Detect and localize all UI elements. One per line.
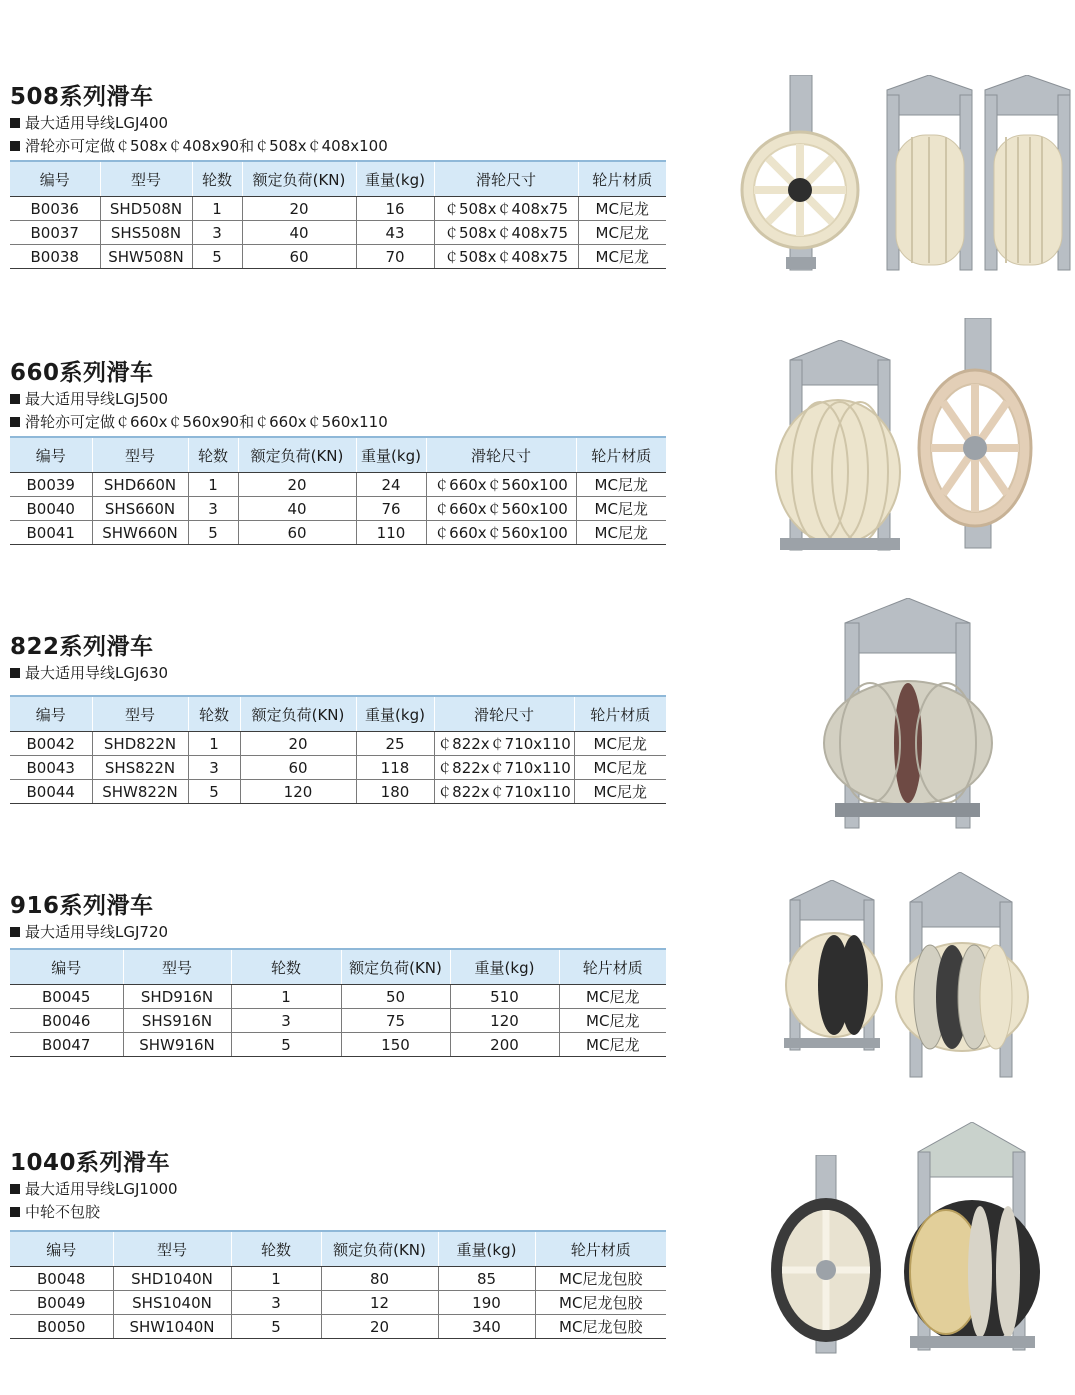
- spec-table: [10, 1230, 666, 1339]
- column-header: 重量(kg): [450, 949, 559, 985]
- table-cell: ￠508x￠408x75: [434, 197, 578, 221]
- table-row: [10, 245, 666, 269]
- column-header: 轮数: [192, 161, 242, 197]
- spec-table: [10, 948, 666, 1057]
- table-cell: B0041: [10, 521, 92, 545]
- note: 最大适用导线LGJ500: [10, 388, 666, 411]
- table-cell: 1: [188, 473, 238, 497]
- table-cell: MC尼龙: [576, 521, 666, 545]
- section-title: 508系列滑车: [10, 84, 154, 110]
- note: 滑轮亦可定做￠660x￠560x90和￠660x￠560x110: [10, 411, 666, 434]
- table-cell: 5: [231, 1315, 321, 1339]
- column-header: 编号: [10, 949, 123, 985]
- bullet-square-icon: [10, 1207, 20, 1217]
- table-cell: MC尼龙: [559, 985, 666, 1009]
- column-header: 滑轮尺寸: [434, 161, 578, 197]
- table-header-row: [10, 161, 666, 197]
- spec-table: [10, 160, 666, 269]
- table-row: [10, 221, 666, 245]
- column-header: 轮数: [231, 949, 341, 985]
- table-row: [10, 1315, 666, 1339]
- table-cell: MC尼龙: [559, 1009, 666, 1033]
- table-row: [10, 780, 666, 804]
- column-header: 重量(kg): [356, 437, 426, 473]
- table-cell: B0049: [10, 1291, 113, 1315]
- column-header: 额定负荷(KN): [238, 437, 356, 473]
- table-cell: B0047: [10, 1033, 123, 1057]
- column-header: 滑轮尺寸: [434, 696, 574, 732]
- table-cell: 180: [356, 780, 434, 804]
- bullet-square-icon: [10, 118, 20, 128]
- note: 中轮不包胶: [10, 1201, 666, 1224]
- table-cell: MC尼龙: [576, 497, 666, 521]
- table-row: [10, 497, 666, 521]
- table-cell: 340: [438, 1315, 535, 1339]
- table-cell: MC尼龙: [574, 732, 666, 756]
- pulley-508-five-image: [980, 75, 1075, 275]
- section-title: 1040系列滑车: [10, 1150, 171, 1176]
- note: 最大适用导线LGJ630: [10, 662, 666, 685]
- table-cell: 118: [356, 756, 434, 780]
- column-header: 编号: [10, 161, 100, 197]
- column-header: 重量(kg): [356, 696, 434, 732]
- table-row: [10, 1291, 666, 1315]
- table-cell: SHS916N: [123, 1009, 231, 1033]
- table-cell: 16: [356, 197, 434, 221]
- section-916: [10, 891, 666, 1057]
- table-cell: 12: [321, 1291, 438, 1315]
- table-cell: 110: [356, 521, 426, 545]
- table-header-row: [10, 696, 666, 732]
- table-cell: 150: [341, 1033, 450, 1057]
- table-header-row: [10, 949, 666, 985]
- table-cell: 1: [231, 985, 341, 1009]
- table-cell: 60: [238, 521, 356, 545]
- table-cell: 70: [356, 245, 434, 269]
- column-header: 重量(kg): [356, 161, 434, 197]
- table-cell: ￠660x￠560x100: [426, 497, 576, 521]
- table-cell: 3: [188, 756, 240, 780]
- spec-table: [10, 695, 666, 804]
- table-cell: ￠660x￠560x100: [426, 473, 576, 497]
- pulley-1040-multi-image: [900, 1122, 1048, 1354]
- table-cell: SHS1040N: [113, 1291, 231, 1315]
- table-cell: 1: [188, 732, 240, 756]
- pulley-822-multi-image: [820, 598, 995, 833]
- column-header: 额定负荷(KN): [242, 161, 356, 197]
- bullet-square-icon: [10, 927, 20, 937]
- table-cell: 5: [231, 1033, 341, 1057]
- table-cell: B0042: [10, 732, 92, 756]
- section-title: 916系列滑车: [10, 893, 154, 919]
- table-cell: B0044: [10, 780, 92, 804]
- pulley-508-single-image: [738, 75, 868, 275]
- table-cell: 60: [240, 756, 356, 780]
- column-header: 轮片材质: [576, 437, 666, 473]
- table-row: [10, 1267, 666, 1291]
- column-header: 编号: [10, 696, 92, 732]
- table-cell: MC尼龙包胶: [535, 1291, 666, 1315]
- table-cell: 25: [356, 732, 434, 756]
- table-cell: MC尼龙包胶: [535, 1267, 666, 1291]
- section-title: 660系列滑车: [10, 360, 154, 386]
- table-row: [10, 732, 666, 756]
- column-header: 重量(kg): [438, 1231, 535, 1267]
- table-cell: 40: [242, 221, 356, 245]
- table-cell: MC尼龙包胶: [535, 1315, 666, 1339]
- table-cell: 24: [356, 473, 426, 497]
- bullet-square-icon: [10, 668, 20, 678]
- table-cell: 20: [242, 197, 356, 221]
- table-cell: B0036: [10, 197, 100, 221]
- table-cell: SHD1040N: [113, 1267, 231, 1291]
- table-cell: SHD660N: [92, 473, 188, 497]
- table-row: [10, 197, 666, 221]
- bullet-square-icon: [10, 1184, 20, 1194]
- table-header-row: [10, 1231, 666, 1267]
- column-header: 轮数: [231, 1231, 321, 1267]
- table-cell: 3: [192, 221, 242, 245]
- column-header: 轮片材质: [574, 696, 666, 732]
- table-cell: 5: [188, 521, 238, 545]
- column-header: 额定负荷(KN): [240, 696, 356, 732]
- bullet-square-icon: [10, 141, 20, 151]
- table-cell: 3: [231, 1291, 321, 1315]
- table-cell: B0048: [10, 1267, 113, 1291]
- table-cell: 3: [231, 1009, 341, 1033]
- table-cell: SHS822N: [92, 756, 188, 780]
- table-cell: B0039: [10, 473, 92, 497]
- table-cell: MC尼龙: [574, 756, 666, 780]
- table-header-row: [10, 437, 666, 473]
- pulley-916-five-image: [890, 872, 1035, 1082]
- table-cell: 120: [450, 1009, 559, 1033]
- table-cell: SHW660N: [92, 521, 188, 545]
- table-cell: ￠822x￠710x110: [434, 780, 574, 804]
- table-cell: 76: [356, 497, 426, 521]
- table-cell: 1: [192, 197, 242, 221]
- table-cell: 200: [450, 1033, 559, 1057]
- table-cell: ￠822x￠710x110: [434, 756, 574, 780]
- table-cell: 120: [240, 780, 356, 804]
- column-header: 型号: [113, 1231, 231, 1267]
- column-header: 额定负荷(KN): [341, 949, 450, 985]
- column-header: 型号: [92, 696, 188, 732]
- column-header: 编号: [10, 437, 92, 473]
- table-cell: B0040: [10, 497, 92, 521]
- column-header: 滑轮尺寸: [426, 437, 576, 473]
- table-cell: MC尼龙: [574, 780, 666, 804]
- table-cell: SHW916N: [123, 1033, 231, 1057]
- column-header: 型号: [92, 437, 188, 473]
- table-cell: SHW508N: [100, 245, 192, 269]
- table-cell: B0046: [10, 1009, 123, 1033]
- pulley-660-single-image: [915, 318, 1045, 553]
- table-cell: SHD822N: [92, 732, 188, 756]
- section-508: [10, 82, 666, 269]
- note: 最大适用导线LGJ1000: [10, 1178, 666, 1201]
- table-cell: ￠822x￠710x110: [434, 732, 574, 756]
- column-header: 轮片材质: [559, 949, 666, 985]
- table-cell: 80: [321, 1267, 438, 1291]
- table-row: [10, 1033, 666, 1057]
- table-cell: B0045: [10, 985, 123, 1009]
- column-header: 编号: [10, 1231, 113, 1267]
- table-cell: 20: [238, 473, 356, 497]
- table-cell: B0037: [10, 221, 100, 245]
- column-header: 型号: [123, 949, 231, 985]
- table-cell: MC尼龙: [578, 245, 666, 269]
- note: 最大适用导线LGJ400: [10, 112, 666, 135]
- table-cell: SHW822N: [92, 780, 188, 804]
- table-cell: 43: [356, 221, 434, 245]
- table-cell: 1: [231, 1267, 321, 1291]
- table-cell: SHD916N: [123, 985, 231, 1009]
- table-cell: ￠660x￠560x100: [426, 521, 576, 545]
- pulley-660-multi-image: [770, 340, 905, 555]
- table-cell: 60: [242, 245, 356, 269]
- table-cell: MC尼龙: [559, 1033, 666, 1057]
- table-cell: 20: [321, 1315, 438, 1339]
- section-822: [10, 632, 666, 804]
- column-header: 轮片材质: [535, 1231, 666, 1267]
- table-cell: ￠508x￠408x75: [434, 221, 578, 245]
- bullet-square-icon: [10, 394, 20, 404]
- table-cell: 50: [341, 985, 450, 1009]
- table-row: [10, 473, 666, 497]
- table-cell: 75: [341, 1009, 450, 1033]
- table-row: [10, 756, 666, 780]
- table-cell: 5: [188, 780, 240, 804]
- table-cell: ￠508x￠408x75: [434, 245, 578, 269]
- column-header: 轮数: [188, 696, 240, 732]
- note: 最大适用导线LGJ720: [10, 921, 666, 944]
- table-cell: 190: [438, 1291, 535, 1315]
- table-cell: MC尼龙: [576, 473, 666, 497]
- column-header: 轮数: [188, 437, 238, 473]
- section-1040: [10, 1148, 666, 1339]
- table-cell: 5: [192, 245, 242, 269]
- table-cell: 20: [240, 732, 356, 756]
- table-row: [10, 985, 666, 1009]
- table-cell: MC尼龙: [578, 197, 666, 221]
- table-cell: SHW1040N: [113, 1315, 231, 1339]
- pulley-508-triple-image: [882, 75, 977, 275]
- table-cell: MC尼龙: [578, 221, 666, 245]
- table-cell: SHD508N: [100, 197, 192, 221]
- table-row: [10, 1009, 666, 1033]
- column-header: 型号: [100, 161, 192, 197]
- bullet-square-icon: [10, 417, 20, 427]
- table-cell: B0050: [10, 1315, 113, 1339]
- pulley-1040-single-image: [768, 1155, 886, 1355]
- table-cell: SHS508N: [100, 221, 192, 245]
- section-660: [10, 358, 666, 545]
- table-cell: 510: [450, 985, 559, 1009]
- table-cell: 40: [238, 497, 356, 521]
- note: 滑轮亦可定做￠508x￠408x90和￠508x￠408x100: [10, 135, 666, 158]
- table-cell: B0043: [10, 756, 92, 780]
- spec-table: [10, 436, 666, 545]
- table-row: [10, 521, 666, 545]
- pulley-916-triple-image: [782, 880, 887, 1055]
- table-cell: SHS660N: [92, 497, 188, 521]
- table-cell: B0038: [10, 245, 100, 269]
- column-header: 额定负荷(KN): [321, 1231, 438, 1267]
- table-cell: 3: [188, 497, 238, 521]
- table-cell: 85: [438, 1267, 535, 1291]
- section-title: 822系列滑车: [10, 634, 154, 660]
- column-header: 轮片材质: [578, 161, 666, 197]
